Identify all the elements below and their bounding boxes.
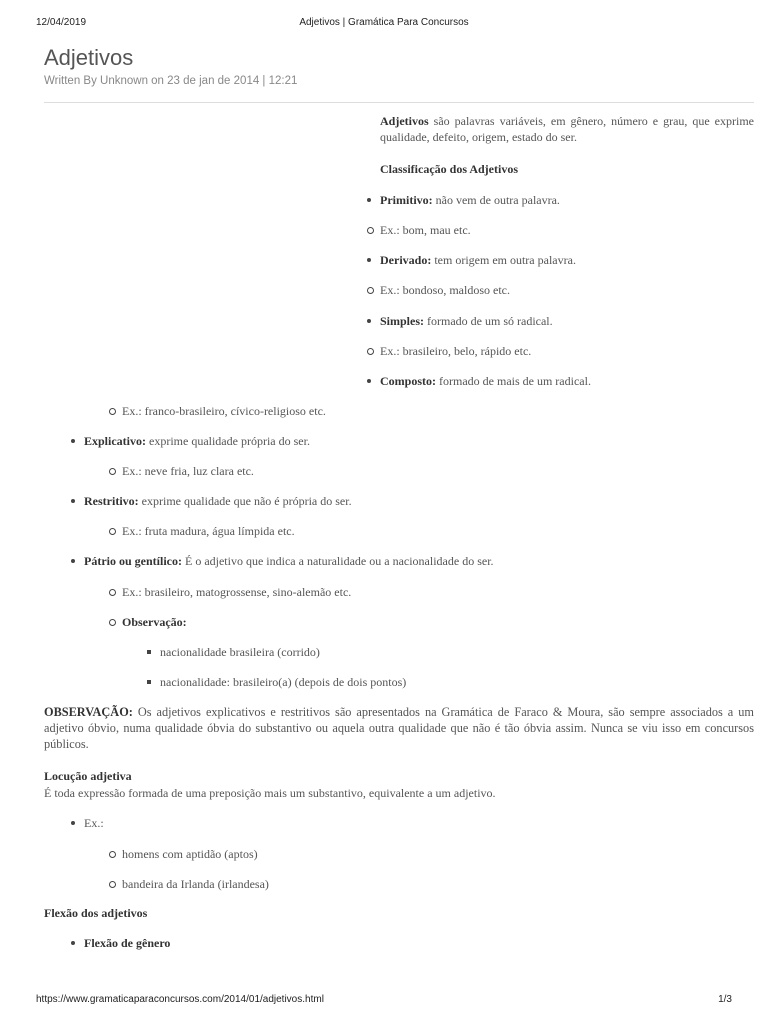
list-item-restritivo-ex: Ex.: fruta madura, água límpida etc.: [122, 524, 295, 538]
print-page-title: Adjetivos | Gramática Para Concursos: [299, 17, 469, 28]
list-item-simples: Simples: formado de um só radical.: [380, 314, 553, 328]
list-item-primitivo: Primitivo: não vem de outra palavra.: [380, 193, 560, 207]
list-item-explicativo-ex: Ex.: neve fria, luz clara etc.: [122, 464, 254, 478]
print-url: https://www.gramaticaparaconcursos.com/2014/01/adjetivos.html: [36, 994, 324, 1005]
list-item-restritivo: Restritivo: exprime qualidade que não é própria do ser.: [84, 494, 352, 508]
print-header: [0, 17, 768, 31]
list-item-explicativo: Explicativo: exprime qualidade própria do ser.: [84, 434, 310, 448]
list-item-patrio: Pátrio ou gentílico: É o adjetivo que indica a naturalidade ou a nacionalidade do ser.: [84, 554, 494, 568]
intro-paragraph: [380, 113, 754, 145]
list-item-primitivo-ex: Ex.: bom, mau etc.: [380, 223, 471, 237]
list-item-simples-ex: Ex.: brasileiro, belo, rápido etc.: [380, 344, 532, 358]
intro-term: Adjetivos: [380, 114, 429, 128]
intro-text: são palavras variáveis, em gênero, número e grau, que exprime qualidade, defeito, origem, estado do ser.: [380, 114, 754, 144]
list-item-locucao-ex-2: bandeira da Irlanda (irlandesa): [122, 877, 269, 891]
page-count: 1/3: [718, 994, 732, 1005]
list-item-patrio-ex: Ex.: brasileiro, matogrossense, sino-alemão etc.: [122, 585, 352, 599]
list-item-obs-1: nacionalidade brasileira (corrido): [160, 645, 320, 659]
list-item-locucao-ex-1: homens com aptidão (aptos): [122, 847, 258, 861]
locucao-text: É toda expressão formada de uma preposição mais um substantivo, equivalente a um adjetivo.: [44, 786, 496, 800]
locucao-heading: Locução adjetiva: [44, 769, 132, 783]
list-item-derivado: Derivado: tem origem em outra palavra.: [380, 253, 576, 267]
list-item-observacao: Observação:: [122, 615, 187, 629]
post-meta: Written By Unknown on 23 de jan de 2014 | 12:21: [44, 75, 298, 87]
list-item-derivado-ex: Ex.: bondoso, maldoso etc.: [380, 283, 510, 297]
list-item-flexao-genero: Flexão de gênero: [84, 936, 171, 950]
classificacao-heading: Classificação dos Adjetivos: [380, 162, 518, 176]
print-footer: [0, 994, 768, 1008]
title-divider: [44, 102, 754, 103]
list-item-locucao-ex: Ex.:: [84, 816, 104, 830]
list-item-composto: Composto: formado de mais de um radical.: [380, 374, 591, 388]
print-date: 12/04/2019: [36, 17, 87, 28]
observacao-paragraph: OBSERVAÇÃO: Os adjetivos explicativos e restritivos são apresentados na Gramática de Faraco & Moura, são sempre associados a um adjetivo óbvio, numa qualidade óbvia do substantivo ou aquela outra qualidade que não é tão óbvia assim. Nunca se viu isso em concursos públicos.: [44, 705, 754, 751]
list-item-composto-ex: Ex.: franco-brasileiro, cívico-religioso etc.: [122, 404, 326, 418]
flexao-heading: Flexão dos adjetivos: [44, 906, 148, 920]
list-item-obs-2: nacionalidade: brasileiro(a) (depois de dois pontos): [160, 675, 407, 689]
post-title: Adjetivos: [44, 45, 134, 70]
